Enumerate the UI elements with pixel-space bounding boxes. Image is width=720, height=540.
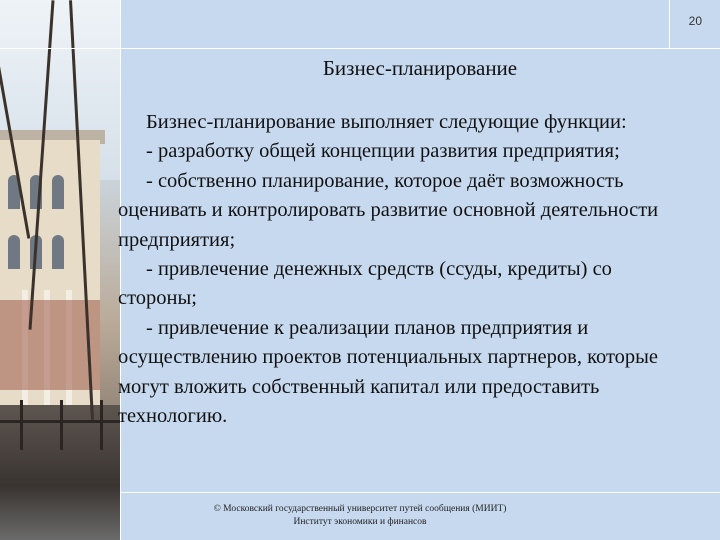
footer-institute: Институт экономики и финансов — [293, 517, 427, 527]
footer-divider — [120, 492, 720, 493]
page-number: 20 — [688, 14, 702, 28]
top-divider — [0, 48, 720, 49]
header-box — [120, 0, 670, 48]
bullet-item: - собственно планирование, которое даёт возможность оценивать и контролировать развитие основной деятельности предприятия; — [118, 169, 659, 251]
bullet-item: - разработку общей концепции развития предприятия; — [146, 140, 620, 163]
slide-body — [118, 108, 678, 431]
paragraph: Бизнес-планирование выполняет следующие функции: — [146, 111, 627, 133]
bullet-item: - привлечение денежных средств (ссуды, кредиты) со стороны; — [118, 258, 612, 310]
footer — [140, 503, 580, 529]
footer-copyright: © Московский государственный университет путей сообщения (МИИТ) — [213, 504, 507, 514]
bullet-item: - привлечение к реализации планов предприятия и осуществлению проектов потенциальных партнеров, которые могут вложить собственный капитал или предоставить технологию. — [118, 316, 659, 428]
building-photo — [0, 0, 120, 540]
slide-title: Бизнес-планирование — [322, 56, 518, 80]
